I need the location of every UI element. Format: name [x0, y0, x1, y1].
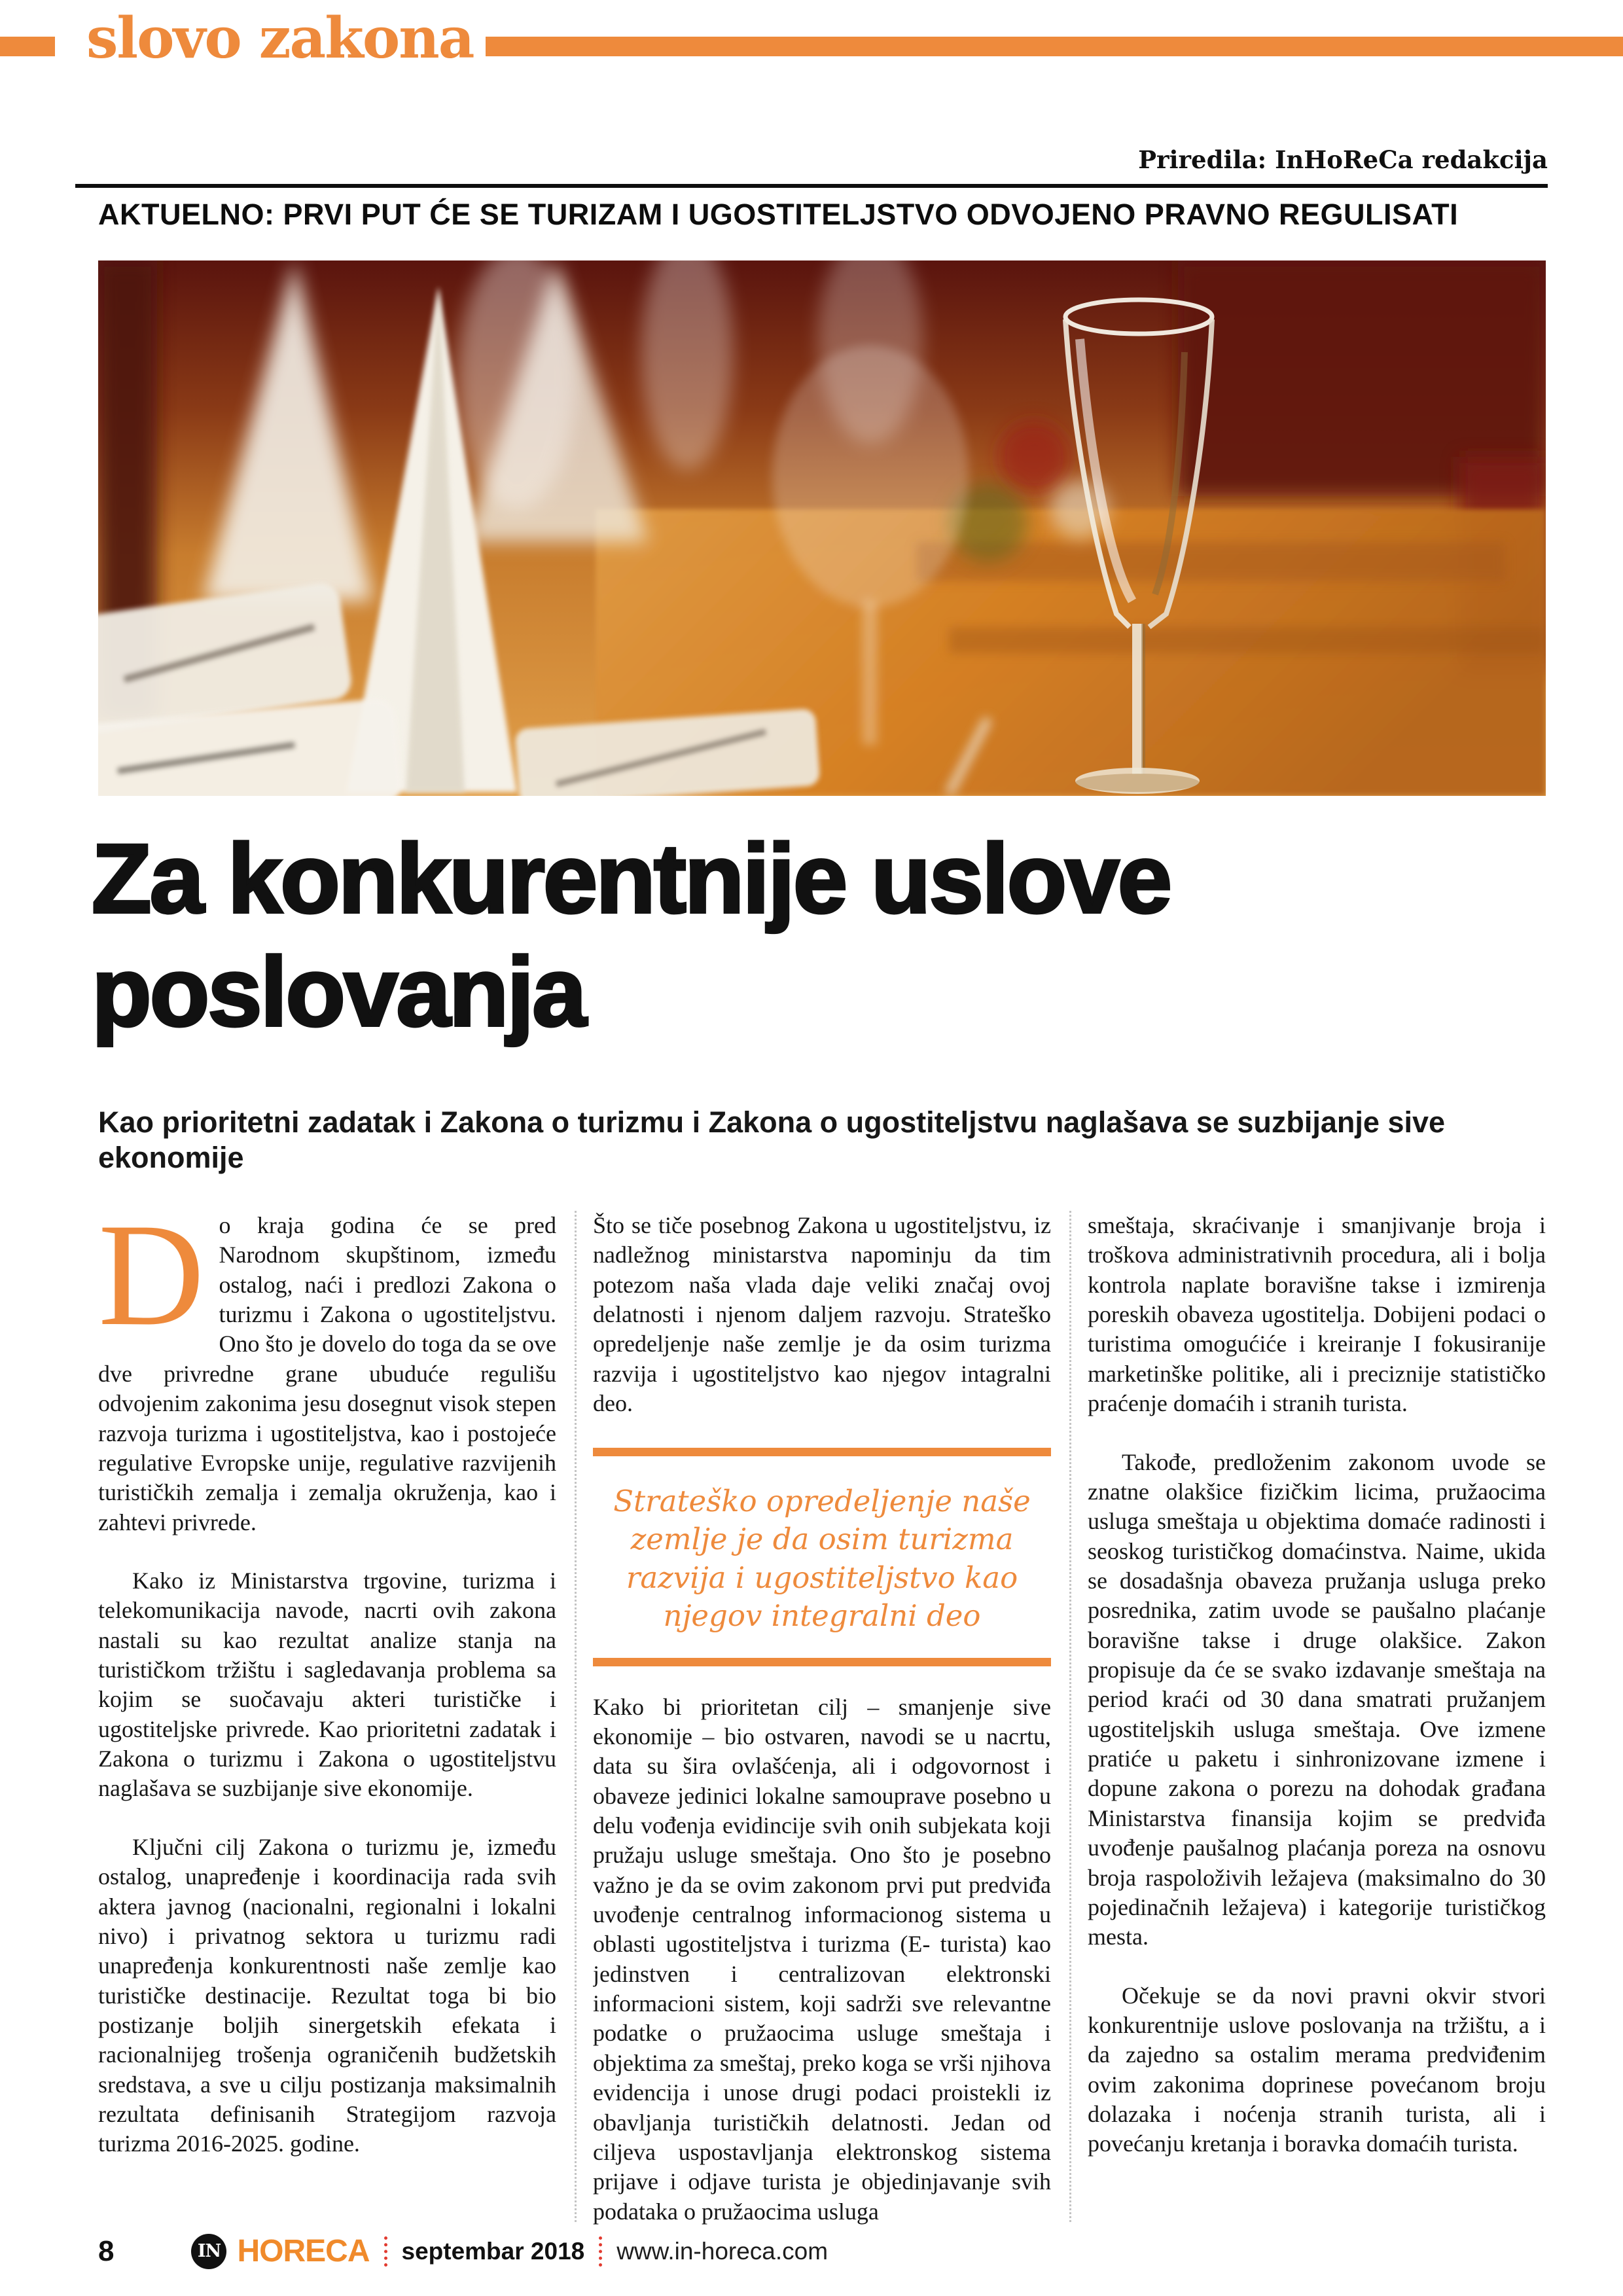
paragraph: Kako bi prioritetan cilj – smanjenje sive ekonomije – bio ostvaren, navodi se u nacrtu, data su šira ovlašćenja, ali i odgovornost i obaveze jedinici lokalne samouprave posebno u delu vođenja evidincije svih onih subjekata koji pružaju usluge smeštaja. Ono što je posebno važno je da se ovim zakonom prvi put predviđa uvođenje centralnog informacionog sistema u oblasti ugostiteljstva i turizma (E- turista) kao jedinstven i centralizovan elektronski informacioni sistem, koji sadrži sve relevantne podatke o pružaocima usluge smeštaja i objektima za smeštaj, preko koga se vrši njihova evidencija i unose drugi podaci proistekli iz obavljanja turističkih delatnosti. Jedan od ciljeva uspostavljanja elektronskog sistema prijave i odjave turista je objedinjavanje svih podataka o pružaocima usluga [593, 1693, 1051, 2225]
footer-dotted-separator [384, 2236, 387, 2267]
paragraph: Ključni cilj Zakona o turizmu je, između ostalog, unapređenje i koordinacija rada svih aktera javnog (nacionalni, regionalni i lokalni nivo) i privatnog sektora u turizmu radi unapređenja konkurentnosti naše zemlje kao turističke destinacije. Rezultat toga bi bio postizanje boljih sinergetskih efekata i racionalnijeg trošenja ograničenih budžetskih sredstava, a sve u cilju postizanja maksimalnih rezultata definisanih Strategijom razvoja turizma 2016-2025. godine. [98, 1833, 556, 2157]
paragraph [98, 1211, 556, 1537]
section-label: slovo zakona [86, 5, 474, 71]
header-rule [75, 184, 1548, 188]
paragraph-text: o kraja godina će se pred Narodnom skupštinom, između ostalog, naći i predlozi Zakona o turizmu i Zakona o ugostiteljstvu. Ono što je dovelo do toga da se ove dve privredne grane ubuduće regulišu odvojenim zakonima jesu dosegnut visok stepen razvoja turizma i ugostiteljstva, kao i postojeće regulative Evropske unije, regulative razvijenih turističkih zemalja i zemalja okruženja, kao i zahtevi privrede. [98, 1212, 556, 1535]
header-orange-bar [486, 37, 1623, 56]
page-footer [98, 2233, 828, 2269]
header-orange-dash [0, 37, 55, 56]
website-url: www.in-horeca.com [616, 2237, 829, 2265]
issue-date: septembar 2018 [401, 2237, 585, 2265]
standfirst: Kao prioritetni zadatak i Zakona o turizmu i Zakona o ugostiteljstvu naglašava se suzbijanje sive ekonomije [98, 1105, 1446, 1174]
wood-grain-streak-2 [949, 627, 1546, 653]
pull-quote [593, 1448, 1051, 1666]
red-flower-blur [998, 421, 1070, 493]
footer-dotted-separator [599, 2236, 602, 2267]
article-photo [98, 260, 1546, 796]
column-3 [1088, 1211, 1546, 2232]
footer-logo-group [191, 2233, 828, 2269]
page-number: 8 [98, 2234, 115, 2267]
column-divider [1069, 1211, 1071, 2222]
paragraph: Očekuje se da novi pravni okvir stvori konkurentnije uslove poslovanja na tržištu, a i da zajedno sa ostalim merama predviđenim ovim zakonima doprinese povećanom broju dolazaka i noćenja stranih turista, ali i povećanju kretanja i boravka domaćih turista. [1088, 1982, 1546, 2157]
column-2 [593, 1211, 1051, 2232]
in-logo-icon: IN [191, 2234, 226, 2269]
restaurant-table-illustration [98, 260, 1546, 796]
column-1 [98, 1211, 556, 2232]
title-line-2: poslovanja [92, 936, 585, 1047]
paragraph: Takođe, predloženim zakonom uvode se znatne olakšice fizičkim licima, pružaocima usluga smeštaja u objektima domaće radinosti i seoskog turističkog domaćinstva. Naime, ukida se dosadašnja obaveza pružanja usluga preko posrednika, zatim uvode se paušalno plaćanje boravišne takse i druge olakšice. Zakon propisuje da će se svako izdavanje smeštaja na period kraći od 30 dana smatrati pružanjem ugostiteljskih usluga smeštaja. Ove izmene pratiće u paketu i sinhronizovane izmene i dopune zakona o porezu na dohodak građana Ministarstva finansija kojim se predviđa uvođenje paušalnog plaćanja poreza na osnovu broja raspoloživih ležajeva (maksimalno do 30 pojedinačnih ležajeva) i kategorije turističkog mesta. [1088, 1448, 1546, 1950]
pull-quote-rule-top [593, 1448, 1051, 1456]
paragraph: Što se tiče posebnog Zakona u ugostiteljstvu, iz nadležnog ministarstva napominju da tim potezom naša vlada daje veliki značaj ovoj delatnosti i njenom daljem razvoju. Strateško opredeljenje naše zemlje je da osim turizma razvija i ugostiteljstvo kao njegov intagralni deo. [593, 1212, 1051, 1417]
paragraph: smeštaja, skraćivanje i smanjivanje broja i troškova administrativnih procedura, ali i bolja kontrola naplate boravišne takse i izmirenja poreskih obaveza ugostitelja. Dobijeni podaci o turistima omogućiće i kreiranje I fokusiranije marketinške politike, ali i preciznije statističko praćenje domaćih i stranih turista. [1088, 1212, 1546, 1417]
paragraph: Kako iz Ministarstva trgovine, turizma i telekomunikacija navode, nacrti ovih zakona nastali su kao rezultat analize stanja na turističkom tržištu i sagledavanja problema sa kojim se suočavaju akteri turističke i ugostiteljske privrede. Kao prioritetni zadatak i Zakona o turizmu i Zakona o ugostiteljstvu naglašava se suzbijanje sive ekonomije. [98, 1567, 556, 1802]
byline: Priredila: InHoReCa redakcija [1138, 145, 1548, 174]
column-divider [575, 1211, 577, 2222]
horeca-logo: HORECA [237, 2234, 370, 2269]
title-line-1: Za konkurentnije uslove [92, 823, 1171, 933]
drop-cap: D [98, 1211, 205, 1356]
pull-quote-text: Strateško opredeljenje naše zemlje je da osim turizma razvija i ugostiteljstvo kao njegov integralni deo [613, 1483, 1031, 1634]
pull-quote-rule-bottom [593, 1658, 1051, 1666]
article-title [92, 822, 1466, 1048]
kicker: AKTUELNO: PRVI PUT ĆE SE TURIZAM I UGOSTITELJSTVO ODVOJENO PRAVNO REGULISATI [98, 198, 1459, 231]
